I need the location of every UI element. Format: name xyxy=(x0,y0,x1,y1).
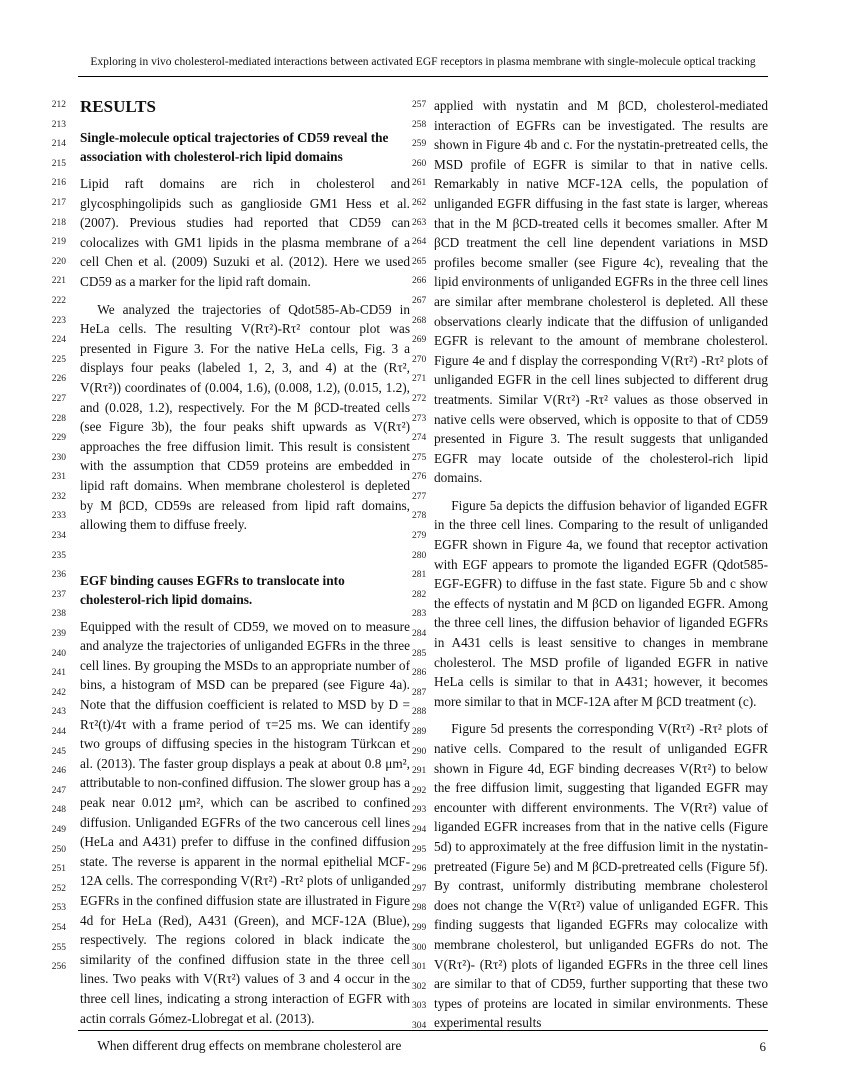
line-number: 225 xyxy=(51,354,66,365)
line-number: 265 xyxy=(412,256,427,267)
line-number: 276 xyxy=(412,472,427,483)
footer-rule xyxy=(78,1030,768,1031)
line-number: 255 xyxy=(51,942,66,953)
line-number: 217 xyxy=(51,197,66,208)
line-number: 240 xyxy=(51,648,66,659)
line-number: 271 xyxy=(412,374,427,385)
spacer xyxy=(80,543,410,571)
line-number: 252 xyxy=(51,883,66,894)
line-number: 234 xyxy=(51,531,66,542)
line-number: 246 xyxy=(51,766,66,777)
line-number: 249 xyxy=(51,824,66,835)
line-number: 232 xyxy=(51,491,66,502)
line-number: 259 xyxy=(412,139,427,150)
line-number: 278 xyxy=(412,511,427,522)
line-number: 227 xyxy=(51,393,66,404)
line-number: 264 xyxy=(412,237,427,248)
line-number: 272 xyxy=(412,393,427,404)
line-number: 287 xyxy=(412,687,427,698)
line-number: 260 xyxy=(412,158,427,169)
paragraph: Equipped with the result of CD59, we moved on to measure and analyze the trajectories of unliganded EGFRs in the three cell lines. By grouping the MSDs to an appropriate number of bins, a histogram of MSD can be prepared (see Figure 4a). Note that the diffusion coefficient is related to MSD by D = Rτ²(t)/4τ with a frame period of τ=25 ms. We can identify two groups of diffusing species in the histogram Türkcan et al. (2013). The faster group displays a peak at about 0.8 μm², attributable to non-confined diffusion. The slower group has a peak near 0.012 μm², which can be ascribed to confined diffusion. Unliganded EGFRs of the two cancerous cell lines (HeLa and A431) prefer to diffuse in the confined diffusion state. The reverse is apparent in the normal epithelial MCF-12A cells. The corresponding V(Rτ²) -Rτ² plots of unliganded EGFRs in the confined diffusion state are illustrated in Figure 4d for HeLa (Red), A431 (Green), and MCF-12A (Blue), respectively. The regions colored in black indicate the similarity of the confined diffusion state in the three cell lines. Two peaks with V(Rτ²) values of 3 and 4 occur in the three cell lines, indicating a strong interaction of EGFR with actin corrals Gómez-Llobregat et al. (2013). xyxy=(80,618,411,1026)
line-number: 294 xyxy=(412,824,427,835)
paragraph: We analyzed the trajectories of Qdot585-Ab-CD59 in HeLa cells. The resulting V(Rτ²)-Rτ² contour plot was presented in Figure 3. For the native HeLa cells, Fig. 3 a displays four peaks (labeled 1, 2, 3, and 4) at the (Rτ², V(Rτ²)) coordinates of (0.004, 1.6), (0.008, 1.2), (0.015, 1.2), and (0.028, 1.2), respectively. For the M βCD-treated cells (see Figure 3b), the four peaks shift upwards as V(Rτ²) approaches the free diffusion limit. This result is consistent with the assumption that CD59 proteins are embedded in lipid raft domains. When membrane cholesterol is depleted by M βCD, CD59s are released from lipid raft domains, allowing them to diffuse freely. xyxy=(80,301,410,533)
line-number: 300 xyxy=(412,942,427,953)
line-number: 219 xyxy=(51,237,66,248)
line-number: 285 xyxy=(412,648,427,659)
line-number: 282 xyxy=(412,589,427,600)
line-number: 254 xyxy=(51,922,66,933)
line-number: 250 xyxy=(51,844,66,855)
line-number: 297 xyxy=(412,883,427,894)
line-number: 242 xyxy=(51,687,66,698)
line-number: 239 xyxy=(51,629,66,640)
line-number: 215 xyxy=(51,158,66,169)
line-number: 243 xyxy=(51,707,66,718)
line-number: 268 xyxy=(412,315,427,326)
line-number: 236 xyxy=(51,570,66,581)
line-number: 214 xyxy=(51,139,66,150)
line-number: 245 xyxy=(51,746,66,757)
line-number: 296 xyxy=(412,864,427,875)
line-number: 258 xyxy=(412,119,427,130)
line-number: 277 xyxy=(412,491,427,502)
line-number: 281 xyxy=(412,570,427,581)
line-number: 284 xyxy=(412,629,427,640)
line-number: 289 xyxy=(412,727,427,737)
left-line-numbers xyxy=(48,96,66,978)
line-number: 280 xyxy=(412,550,427,561)
line-number: 295 xyxy=(412,844,427,855)
line-number: 213 xyxy=(51,119,66,130)
line-number: 256 xyxy=(51,962,66,973)
paragraph: applied with nystatin and M βCD, cholesterol-mediated interaction of EGFRs can be investigated. The results are shown in Figure 4b and c. For the nystatin-pretreated cells, the MSD profile of EGFR is similar to that in native cells. Remarkably in native MCF-12A cells, the population of unliganded EGFR diffusing in the fast state is larger, whereas that in the M βCD-treated cells it becomes smaller. After M βCD treatment the cell line dependent variations in MSD profiles become smaller (see Figure 4c), revealing that the lipid environments of unliganded EGFRs in the three cell lines are similar after membrane cholesterol is depleted. All these observations clearly indicate that the diffusion of unliganded EGFR is relevant to the amount of membrane cholesterol. Figure 4e and f display the corresponding V(Rτ²) -Rτ² plots of unliganded EGFR in the cell lines subjected to different drug treatments. Similar V(Rτ²) -Rτ² values as those observed in native cells were observed, which is opposite to that of CD59 presented in Figure 3. The result suggests that unliganded EGFR may locate outside of the cholesterol-rich lipid domains. xyxy=(434,98,768,486)
line-number: 273 xyxy=(412,413,427,424)
line-number: 237 xyxy=(51,589,66,600)
line-number: 223 xyxy=(51,315,66,326)
line-number: 302 xyxy=(412,981,427,992)
line-number: 288 xyxy=(412,707,427,718)
line-number: 226 xyxy=(51,374,66,385)
line-number: 231 xyxy=(51,472,66,483)
line-number: 220 xyxy=(51,256,66,267)
line-number: 292 xyxy=(412,785,427,796)
line-number: 230 xyxy=(51,452,66,463)
line-number: 251 xyxy=(51,864,66,875)
line-number: 238 xyxy=(51,609,66,620)
page-number: 6 xyxy=(759,1039,766,1054)
line-number: 279 xyxy=(412,531,427,542)
line-number: 293 xyxy=(412,805,427,816)
line-number: 270 xyxy=(412,354,427,365)
line-number: 229 xyxy=(51,433,66,444)
mid-line-numbers xyxy=(412,96,430,1037)
right-column xyxy=(434,96,768,1041)
line-number: 244 xyxy=(51,727,66,737)
section-title: RESULTS xyxy=(80,97,156,116)
running-header: Exploring in vivo cholesterol-mediated interactions between activated EGF receptors in plasma membrane with single-molecule optical tracking xyxy=(90,56,756,68)
line-number: 221 xyxy=(51,276,66,287)
line-number: 235 xyxy=(51,550,66,561)
line-number: 304 xyxy=(412,1020,427,1031)
line-number: 298 xyxy=(412,903,427,914)
line-number: 241 xyxy=(51,668,66,679)
line-number: 286 xyxy=(412,668,427,679)
line-number: 212 xyxy=(51,100,66,110)
paragraph: When different drug effects on membrane cholesterol are xyxy=(97,1038,402,1054)
line-number: 233 xyxy=(51,511,66,522)
subsection-title-cd59: Single-molecule optical trajectories of CD59 reveal the association with cholesterol-rich lipid domains xyxy=(80,130,389,164)
line-number: 261 xyxy=(412,178,427,189)
line-number: 248 xyxy=(51,805,66,816)
line-number: 224 xyxy=(51,335,66,346)
line-number: 291 xyxy=(412,766,427,777)
line-number: 269 xyxy=(412,335,427,346)
line-number: 263 xyxy=(412,217,427,228)
line-number: 274 xyxy=(412,433,427,444)
line-number: 253 xyxy=(51,903,66,914)
line-number: 301 xyxy=(412,962,427,973)
paragraph: Figure 5d presents the corresponding V(Rτ²) -Rτ² plots of native cells. Compared to the result of unliganded EGFR shown in Figure 4d, EGF binding decreases V(Rτ²) to below the free diffusion limit, suggesting that liganded EGFR may encounter with different environments. The V(Rτ²) value of liganded EGFR increases from that in the native cells (Figure 5d) to approximately at the free diffusion limit in the nystatin-pretreated (Figure 5e) and M βCD-pretreated cells (Figure 5f). By contrast, uniformly distributing membrane cholesterol does not change the V(Rτ²) value of unliganded EGFR. This finding suggests that liganded EGFRs may colocalize with membrane cholesterol, but unliganded EGFRs do not. The V(Rτ²)- (Rτ²) plots of liganded EGFRs in the three cell lines are similar to that of CD59, further supporting that these two types of proteins are located in similar environments. These experimental results xyxy=(434,721,768,1031)
line-number: 262 xyxy=(412,197,427,208)
line-number: 222 xyxy=(51,295,66,306)
line-number: 283 xyxy=(412,609,427,620)
line-number: 303 xyxy=(412,1001,427,1012)
line-number: 247 xyxy=(51,785,66,796)
line-number: 290 xyxy=(412,746,427,757)
line-number: 266 xyxy=(412,276,427,287)
subsection-title-egf: EGF binding causes EGFRs to translocate into cholesterol-rich lipid domains. xyxy=(80,572,345,607)
line-number: 267 xyxy=(412,295,427,306)
left-column xyxy=(80,96,410,1064)
line-number: 216 xyxy=(51,178,66,189)
line-number: 257 xyxy=(412,100,427,110)
line-number: 228 xyxy=(51,413,66,424)
line-number: 299 xyxy=(412,922,427,933)
line-number: 275 xyxy=(412,452,427,463)
paragraph: Lipid raft domains are rich in cholesterol and glycosphingolipids such as ganglioside GM1 Hess et al. (2007). Previous studies had reported that CD59 can colocalizes with GM1 lipids in the plasma membrane of a cell Chen et al. (2009) Suzuki et al. (2012). Here we used CD59 as a marker for the lipid raft domain. xyxy=(80,176,410,289)
header-rule xyxy=(78,76,768,77)
paragraph: Figure 5a depicts the diffusion behavior of liganded EGFR in the three cell lines. Comparing to the result of unliganded EGFR shown in Figure 4a, we found that receptor activation with EGF appears to promote the liganded EGFR (Qdot585-EGF-EGFR) to diffuse in the fast state. Figure 5b and c show the effects of nystatin and M βCD on liganded EGFR. Among the three cell lines, the diffusion behavior of liganded EGFRs in A431 cells is least sensitive to changes in membrane cholesterol. The MSD profile of liganded EGFR in native HeLa cells is similar to that in A431; however, it becomes more similar to that in MCF-12A after M βCD treatment (c). xyxy=(434,497,768,709)
line-number: 218 xyxy=(51,217,66,228)
